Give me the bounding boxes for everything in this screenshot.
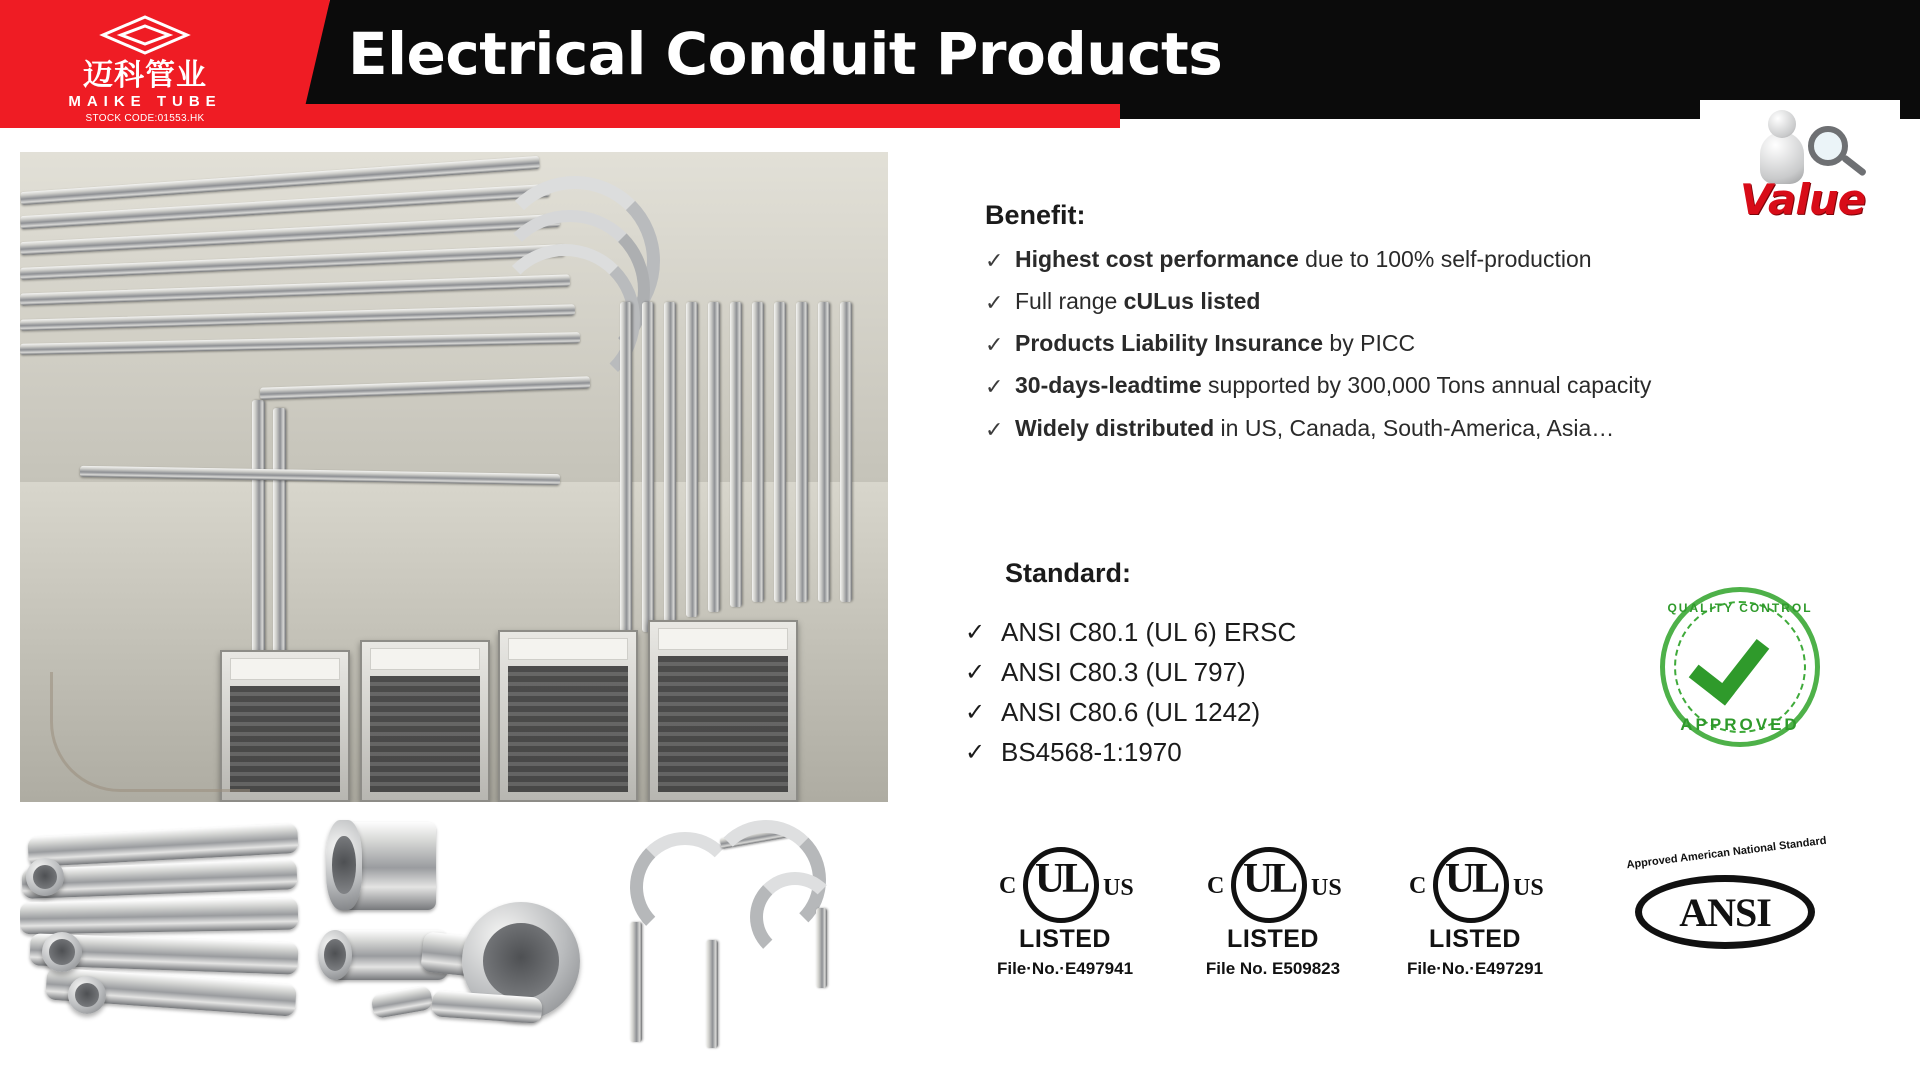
conduit-pipe [664, 302, 676, 622]
conduit-pipe [774, 302, 786, 602]
ul-c-label: C [1207, 873, 1225, 899]
conduit-pipe [818, 302, 830, 602]
conduit-pipe [620, 302, 632, 632]
ul-us-label: US [1311, 875, 1342, 901]
cert-ul-1 [965, 845, 1165, 979]
list-item [965, 697, 1296, 728]
header-red-underline [290, 104, 1120, 128]
conduit-pipe [273, 408, 286, 670]
check-icon: ✓ [965, 619, 986, 646]
product-photo-elbows [620, 812, 890, 1062]
ansi-approved-icon [1613, 834, 1843, 971]
ul-us-label: US [1513, 875, 1544, 901]
conduit-bend [490, 244, 640, 394]
loose-cables [50, 672, 250, 792]
electrical-panel [498, 630, 638, 802]
list-item-label: ANSI C80.3 (UL 797) [1001, 657, 1246, 687]
conduit-pipe [752, 302, 764, 602]
cert-file-number: File·No.·E497291 [1406, 959, 1544, 978]
list-item-text: due to 100% self-production [1298, 246, 1592, 272]
list-item-label: ANSI C80.1 (UL 6) ERSC [1001, 617, 1297, 647]
list-item-bold: 30-days-leadtime [1015, 372, 1202, 399]
page-title: Electrical Conduit Products [348, 20, 1223, 88]
stamp-top-text: QUALITY CONTROL [1667, 601, 1813, 615]
main-photo [20, 152, 888, 802]
list-item [965, 657, 1296, 688]
quality-approved-stamp [1640, 585, 1855, 750]
stamp-bottom-text: APPROVED [1680, 715, 1800, 734]
list-item [985, 287, 1825, 317]
conduit-pipe [252, 400, 265, 670]
slide-header [0, 0, 1920, 128]
conduit-pipe [730, 302, 742, 607]
conduit-pipe [840, 302, 852, 602]
ul-listed-icon [1375, 845, 1575, 953]
list-item [965, 737, 1296, 768]
cert-file-number: File No. E509823 [1205, 959, 1341, 978]
check-icon: ✓ [965, 699, 986, 726]
certification-marks [965, 834, 1865, 1035]
list-item-text: by PICC [1323, 330, 1416, 357]
electrical-panel [648, 620, 798, 802]
conduit-pipe [708, 302, 720, 612]
list-item-bold: Products Liability Insurance [1015, 330, 1324, 357]
list-item-label: BS4568-1:1970 [1001, 737, 1182, 767]
ul-letters: UL [1444, 856, 1498, 902]
check-icon: ✓ [985, 248, 1004, 273]
ul-listed-icon [965, 845, 1165, 953]
ansi-label: ANSI [1679, 890, 1771, 935]
ul-letters: UL [1242, 856, 1296, 902]
list-item-bold: cULus listed [1123, 288, 1261, 315]
value-badge-label: Value [1739, 175, 1866, 224]
list-item [965, 617, 1296, 648]
benefit-list [985, 245, 1825, 456]
conduit-pipe [686, 302, 698, 617]
company-logo [30, 14, 260, 124]
check-icon: ✓ [985, 416, 1004, 442]
ul-letters: UL [1034, 856, 1088, 902]
check-icon: ✓ [965, 659, 986, 686]
conduit-pipe [642, 302, 654, 632]
ul-listed-label: LISTED [1429, 925, 1521, 953]
cert-file-number: File·No.·E497941 [996, 959, 1134, 978]
list-item [985, 414, 1825, 444]
ul-c-label: C [999, 873, 1017, 899]
ansi-top-text: Approved American National Standard [1625, 834, 1828, 872]
list-item [985, 245, 1825, 275]
standard-title: Standard: [1005, 558, 1132, 588]
list-item-text: Full range [1015, 288, 1124, 315]
cert-ul-2 [1173, 845, 1373, 979]
ul-listed-label: LISTED [1019, 925, 1111, 953]
product-photo-tubes [20, 812, 310, 1062]
cert-ul-3 [1375, 845, 1575, 979]
list-item-label: ANSI C80.6 (UL 1242) [1001, 697, 1261, 727]
check-icon: ✓ [985, 290, 1004, 316]
check-icon: ✓ [985, 374, 1004, 400]
list-item [985, 371, 1825, 401]
conduit-pipe [796, 302, 808, 602]
maike-logo-icon [99, 14, 191, 58]
ul-listed-label: LISTED [1227, 925, 1319, 953]
check-icon: ✓ [985, 332, 1004, 358]
standard-list [965, 617, 1296, 777]
logo-chinese-name: 迈科管业 [83, 59, 207, 92]
product-photo-nipples [312, 812, 612, 1062]
ul-us-label: US [1103, 875, 1134, 901]
electrical-panel [360, 640, 490, 802]
list-item-bold: Highest cost performance [1015, 246, 1299, 272]
list-item-text: in US, Canada, South-America, Asia… [1214, 414, 1615, 441]
logo-english-name: MAIKE TUBE [68, 92, 222, 110]
ul-c-label: C [1409, 873, 1427, 899]
benefit-title: Benefit: [985, 200, 1086, 230]
list-item [985, 329, 1825, 359]
list-item-text: supported by 300,000 Tons annual capacity [1201, 372, 1652, 399]
logo-stock-code: STOCK CODE:01553.HK [85, 112, 205, 124]
value-badge [1700, 100, 1900, 240]
list-item-bold: Widely distributed [1015, 414, 1215, 441]
ul-listed-icon [1173, 845, 1373, 953]
check-icon: ✓ [965, 739, 986, 766]
